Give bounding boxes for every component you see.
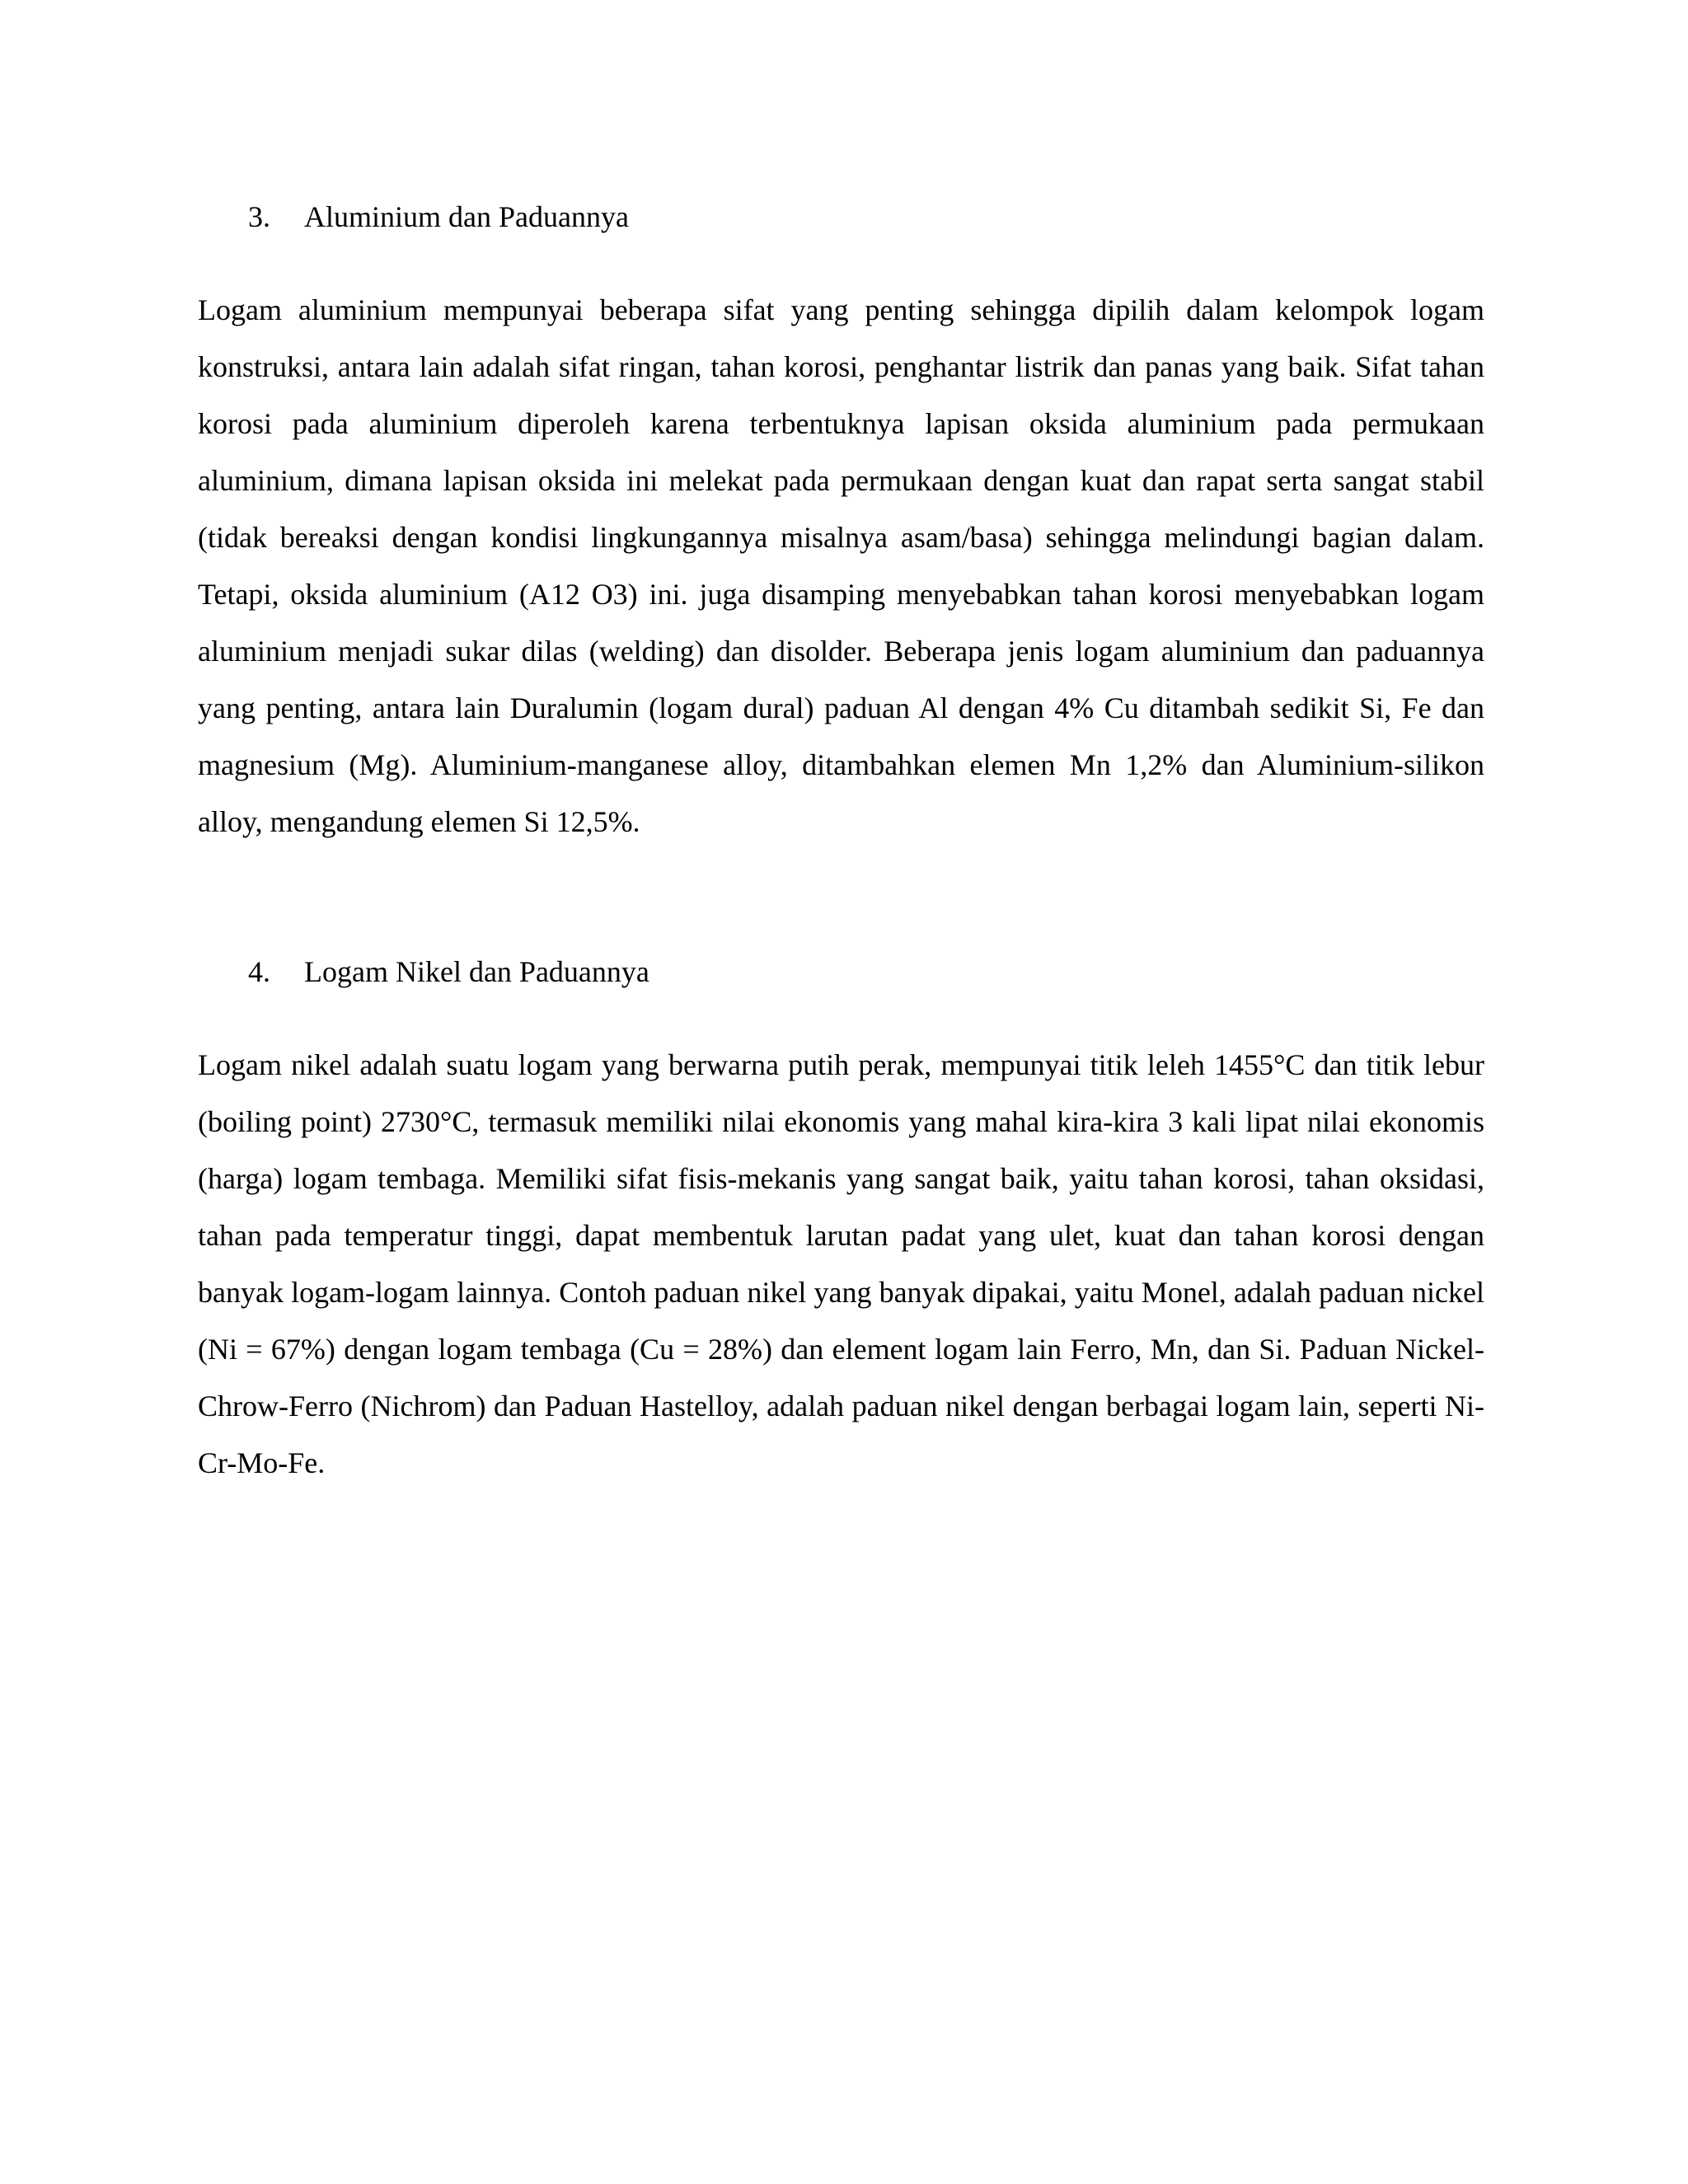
section-heading-nikel xyxy=(248,957,649,987)
section-title: Aluminium dan Paduannya xyxy=(304,200,629,233)
paragraph-aluminium: Logam aluminium mempunyai beberapa sifat yang penting sehingga dipilih dalam kelompok logam konstruksi, antara lain adalah sifat ringan, tahan korosi, penghantar listrik dan panas yang baik. Sifat tahan korosi pada aluminium diperoleh karena terbentuknya lapisan oksida aluminium pada permukaan aluminium, dimana lapisan oksida ini melekat pada permukaan dengan kuat dan rapat serta sangat stabil (tidak bereaksi dengan kondisi lingkungannya misalnya asam/basa) sehingga melindungi bagian dalam. Tetapi, oksida aluminium (A12 O3) ini. juga disamping menyebabkan tahan korosi menyebabkan logam aluminium menjadi sukar dilas (welding) dan disolder. Beberapa jenis logam aluminium dan paduannya yang penting, antara lain Duralumin (logam dural) paduan Al dengan 4% Cu ditambah sedikit Si, Fe dan magnesium (Mg). Aluminium-manganese alloy, ditambahkan elemen Mn 1,2% dan Aluminium-silikon alloy, mengandung elemen Si 12,5%. xyxy=(198,293,1484,838)
section-heading-aluminium xyxy=(248,202,629,232)
section-number: 3. xyxy=(248,200,270,233)
paragraph-nikel: Logam nikel adalah suatu logam yang berwarna putih perak, mempunyai titik leleh 1455°C dan titik lebur (boiling point) 2730°C, termasuk memiliki nilai ekonomis yang mahal kira-kira 3 kali lipat nilai ekonomis (harga) logam tembaga. Memiliki sifat fisis-mekanis yang sangat baik, yaitu tahan korosi, tahan oksidasi, tahan pada temperatur tinggi, dapat membentuk larutan padat yang ulet, kuat dan tahan korosi dengan banyak logam-logam lainnya. Contoh paduan nikel yang banyak dipakai, yaitu Monel, adalah paduan nickel (Ni = 67%) dengan logam tembaga (Cu = 28%) dan element logam lain Ferro, Mn, dan Si. Paduan Nickel-Chrow-Ferro (Nichrom) dan Paduan Hastelloy, adalah paduan nikel dengan berbagai logam lain, seperti Ni-Cr-Mo-Fe. xyxy=(198,1048,1484,1479)
section-number: 4. xyxy=(248,955,270,988)
section-title: Logam Nikel dan Paduannya xyxy=(304,955,649,988)
